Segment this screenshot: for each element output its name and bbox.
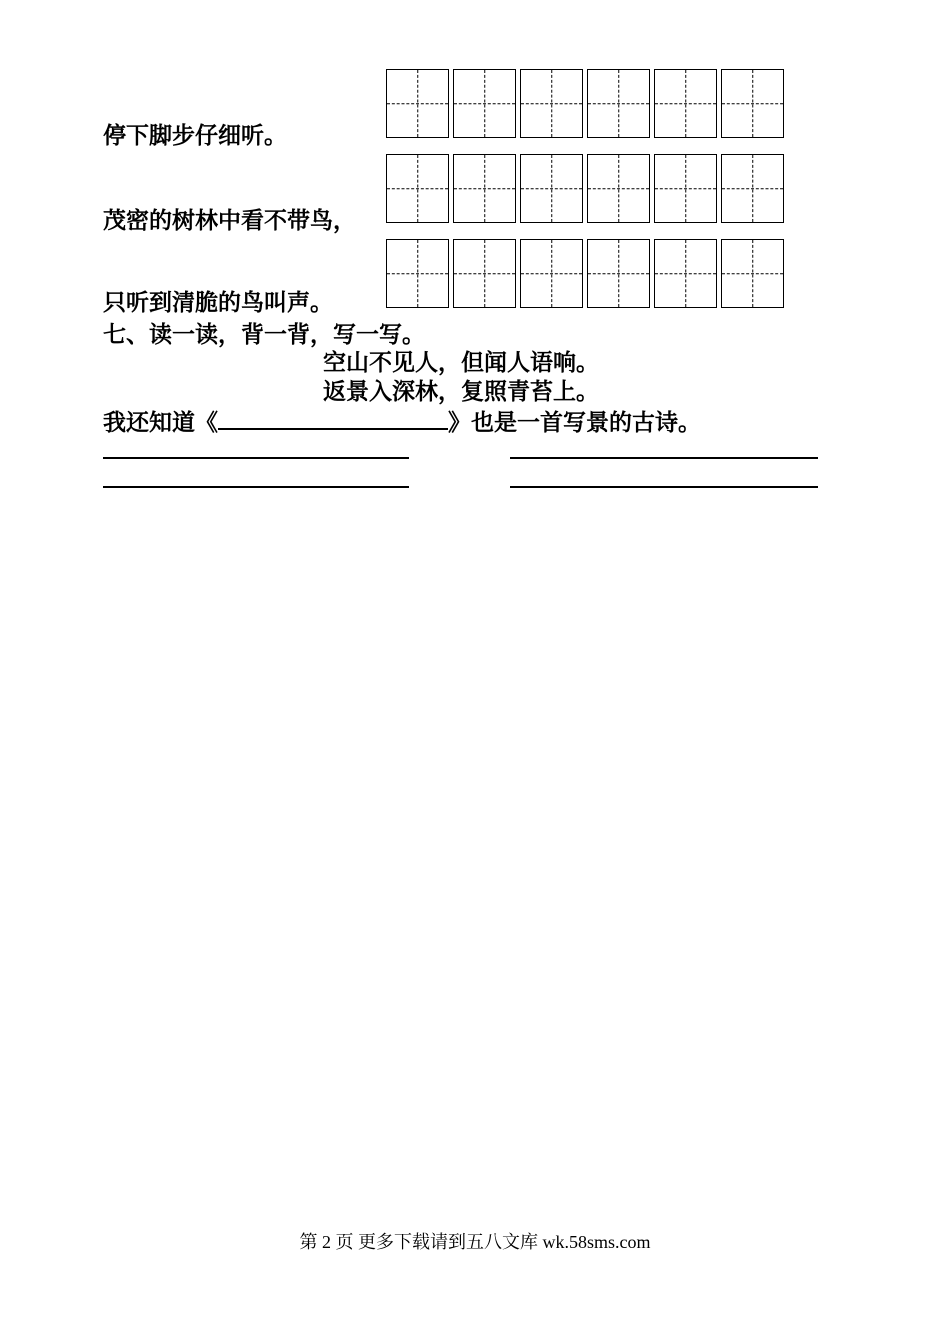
- answer-line-1-left[interactable]: [103, 457, 409, 459]
- writing-cell[interactable]: [386, 154, 449, 223]
- poem-prompt-after: 》也是一首写景的古诗。: [448, 410, 701, 436]
- writing-cell[interactable]: [453, 239, 516, 308]
- writing-cell[interactable]: [520, 154, 583, 223]
- writing-cell[interactable]: [654, 154, 717, 223]
- poem-line-2: 返景入深林，复照青苔上。: [323, 379, 599, 405]
- writing-cell[interactable]: [386, 69, 449, 138]
- writing-cell[interactable]: [453, 69, 516, 138]
- answer-line-1-right[interactable]: [510, 457, 818, 459]
- writing-cell[interactable]: [654, 239, 717, 308]
- sentence-line-2: 茂密的树林中看不带鸟，: [103, 208, 356, 234]
- writing-cell[interactable]: [721, 239, 784, 308]
- writing-grid-row-2: [386, 154, 784, 223]
- poem-title-blank[interactable]: [218, 406, 448, 430]
- poem-line-1: 空山不见人，但闻人语响。: [323, 350, 599, 376]
- writing-cell[interactable]: [453, 154, 516, 223]
- writing-cell[interactable]: [721, 69, 784, 138]
- writing-cell[interactable]: [654, 69, 717, 138]
- writing-grid-row-3: [386, 239, 784, 308]
- writing-cell[interactable]: [587, 154, 650, 223]
- writing-cell[interactable]: [587, 239, 650, 308]
- writing-cell[interactable]: [520, 239, 583, 308]
- poem-prompt-before: 我还知道《: [103, 410, 218, 436]
- writing-grid-row-1: [386, 69, 784, 138]
- section-7-heading: 七、读一读，背一背，写一写。: [103, 322, 425, 348]
- writing-cell[interactable]: [721, 154, 784, 223]
- sentence-line-1: 停下脚步仔细听。: [103, 123, 287, 149]
- answer-line-2-left[interactable]: [103, 486, 409, 488]
- poem-prompt: [103, 406, 701, 438]
- answer-line-2-right[interactable]: [510, 486, 818, 488]
- page-footer: 第 2 页 更多下载请到五八文库 wk.58sms.com: [299, 1232, 651, 1252]
- writing-cell[interactable]: [386, 239, 449, 308]
- writing-cell[interactable]: [587, 69, 650, 138]
- writing-cell[interactable]: [520, 69, 583, 138]
- sentence-line-3: 只听到清脆的鸟叫声。: [103, 290, 333, 316]
